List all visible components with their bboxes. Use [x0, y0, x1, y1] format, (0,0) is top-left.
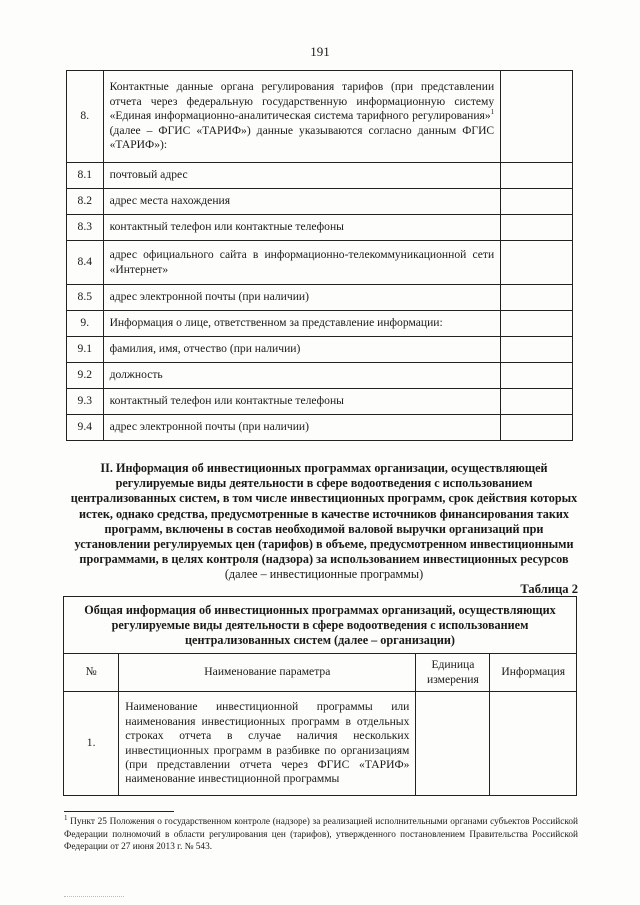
table-title: Общая информация об инвестиционных программах организаций, осуществляющих регулируемые виды деятельности в сфере водоотведения с использованием централизованных систем (далее – организации)	[64, 597, 577, 654]
row-info-cell	[490, 692, 577, 796]
row-info-cell	[501, 241, 573, 285]
row-description: Наименование инвестиционной программы или наименования инвестиционных программ в отдельных строках отчета в случае наличия нескольких инвестиционных программ в разбивке по организациям (при представлении отчета через ФГИС «ТАРИФ» наименование инвестиционной программы	[119, 692, 416, 796]
row-number: 8.3	[67, 215, 104, 241]
row-description: почтовый адрес	[103, 163, 501, 189]
table-row	[67, 215, 573, 241]
row-number: 8.2	[67, 189, 104, 215]
page-bottom-mark	[64, 896, 124, 897]
row-number: 9.	[67, 311, 104, 337]
header-unit: Единица измерения	[416, 654, 490, 692]
footnote-marker: 1	[64, 813, 68, 822]
row-number: 8.4	[67, 241, 104, 285]
row-info-cell	[501, 415, 573, 441]
row-description: должность	[103, 363, 501, 389]
footnote: $^1$ Пункт 25 Положения о государственном контроле (надзоре) за реализацией исполнительными органами субъектов Российской Федерации полномочий в области регулирования цен (тарифов), утвержденного постановлением Правительства Российской Федерации от 27 июня 2013 г. № 543.	[64, 813, 578, 853]
row-description: Контактные данные органа регулирования тарифов (при представлении отчета через федеральную государственную информационную систему «Единая информационно-аналитическая система тарифного регулирования»$^1$ (далее – ФГИС «ТАРИФ») данные указываются согласно данным ФГИС «ТАРИФ»):	[103, 71, 501, 163]
row-number: 1.	[64, 692, 119, 796]
row-number: 8.1	[67, 163, 104, 189]
row-description: адрес официального сайта в информационно-телекоммуникационной сети «Интернет»	[103, 241, 501, 285]
row-info-cell	[501, 189, 573, 215]
table-row	[67, 389, 573, 415]
table-row	[64, 692, 577, 796]
header-parameter: Наименование параметра	[119, 654, 416, 692]
row-info-cell	[501, 337, 573, 363]
table-row	[67, 163, 573, 189]
row-info-cell	[501, 389, 573, 415]
table-header-row	[64, 654, 577, 692]
row-description: контактный телефон или контактные телефоны	[103, 215, 501, 241]
row-description: адрес электронной почты (при наличии)	[103, 285, 501, 311]
row-number: 9.1	[67, 337, 104, 363]
section-heading: II. Информация об инвестиционных программах организации, осуществляющей регулируемые виды деятельности в сфере водоотведения с использованием централизованных систем, в том числе инвестиционных программ, срок действия которых истек, однако средства, предусмотренные в качестве источников финансирования таких программ, включены в состав необходимой валовой выручки организаций при установлении регулируемых цен (тарифов) в объеме, предусмотренном инвестиционными программами, в целях контроля (надзора) за использованием инвестиционных ресурсов (далее – инвестиционные программы)	[70, 461, 578, 582]
footnote-divider	[64, 811, 174, 812]
contact-info-table	[66, 70, 573, 441]
row-unit-cell	[416, 692, 490, 796]
row-info-cell	[501, 311, 573, 337]
table-row	[67, 241, 573, 285]
table-row	[67, 71, 573, 163]
table-row	[67, 415, 573, 441]
table-row	[67, 189, 573, 215]
row-number: 9.2	[67, 363, 104, 389]
row-description: адрес места нахождения	[103, 189, 501, 215]
table-label: Таблица 2	[520, 582, 578, 596]
row-number: 8.	[67, 71, 104, 163]
row-info-cell	[501, 285, 573, 311]
table-row	[67, 337, 573, 363]
footnote-ref: 1	[490, 108, 495, 117]
row-description: Информация о лице, ответственном за представление информации:	[103, 311, 501, 337]
table-title-row	[64, 597, 577, 654]
row-description: адрес электронной почты (при наличии)	[103, 415, 501, 441]
row-number: 9.3	[67, 389, 104, 415]
row-number: 9.4	[67, 415, 104, 441]
row-info-cell	[501, 215, 573, 241]
table-row	[67, 363, 573, 389]
row-info-cell	[501, 163, 573, 189]
header-info: Информация	[490, 654, 577, 692]
investment-programs-table	[63, 596, 577, 796]
row-number: 8.5	[67, 285, 104, 311]
row-description: контактный телефон или контактные телефоны	[103, 389, 501, 415]
table-row	[67, 311, 573, 337]
row-description: фамилия, имя, отчество (при наличии)	[103, 337, 501, 363]
row-info-cell	[501, 363, 573, 389]
table-row	[67, 285, 573, 311]
header-number: №	[64, 654, 119, 692]
row-info-cell	[501, 71, 573, 163]
page-number: 191	[310, 44, 330, 59]
